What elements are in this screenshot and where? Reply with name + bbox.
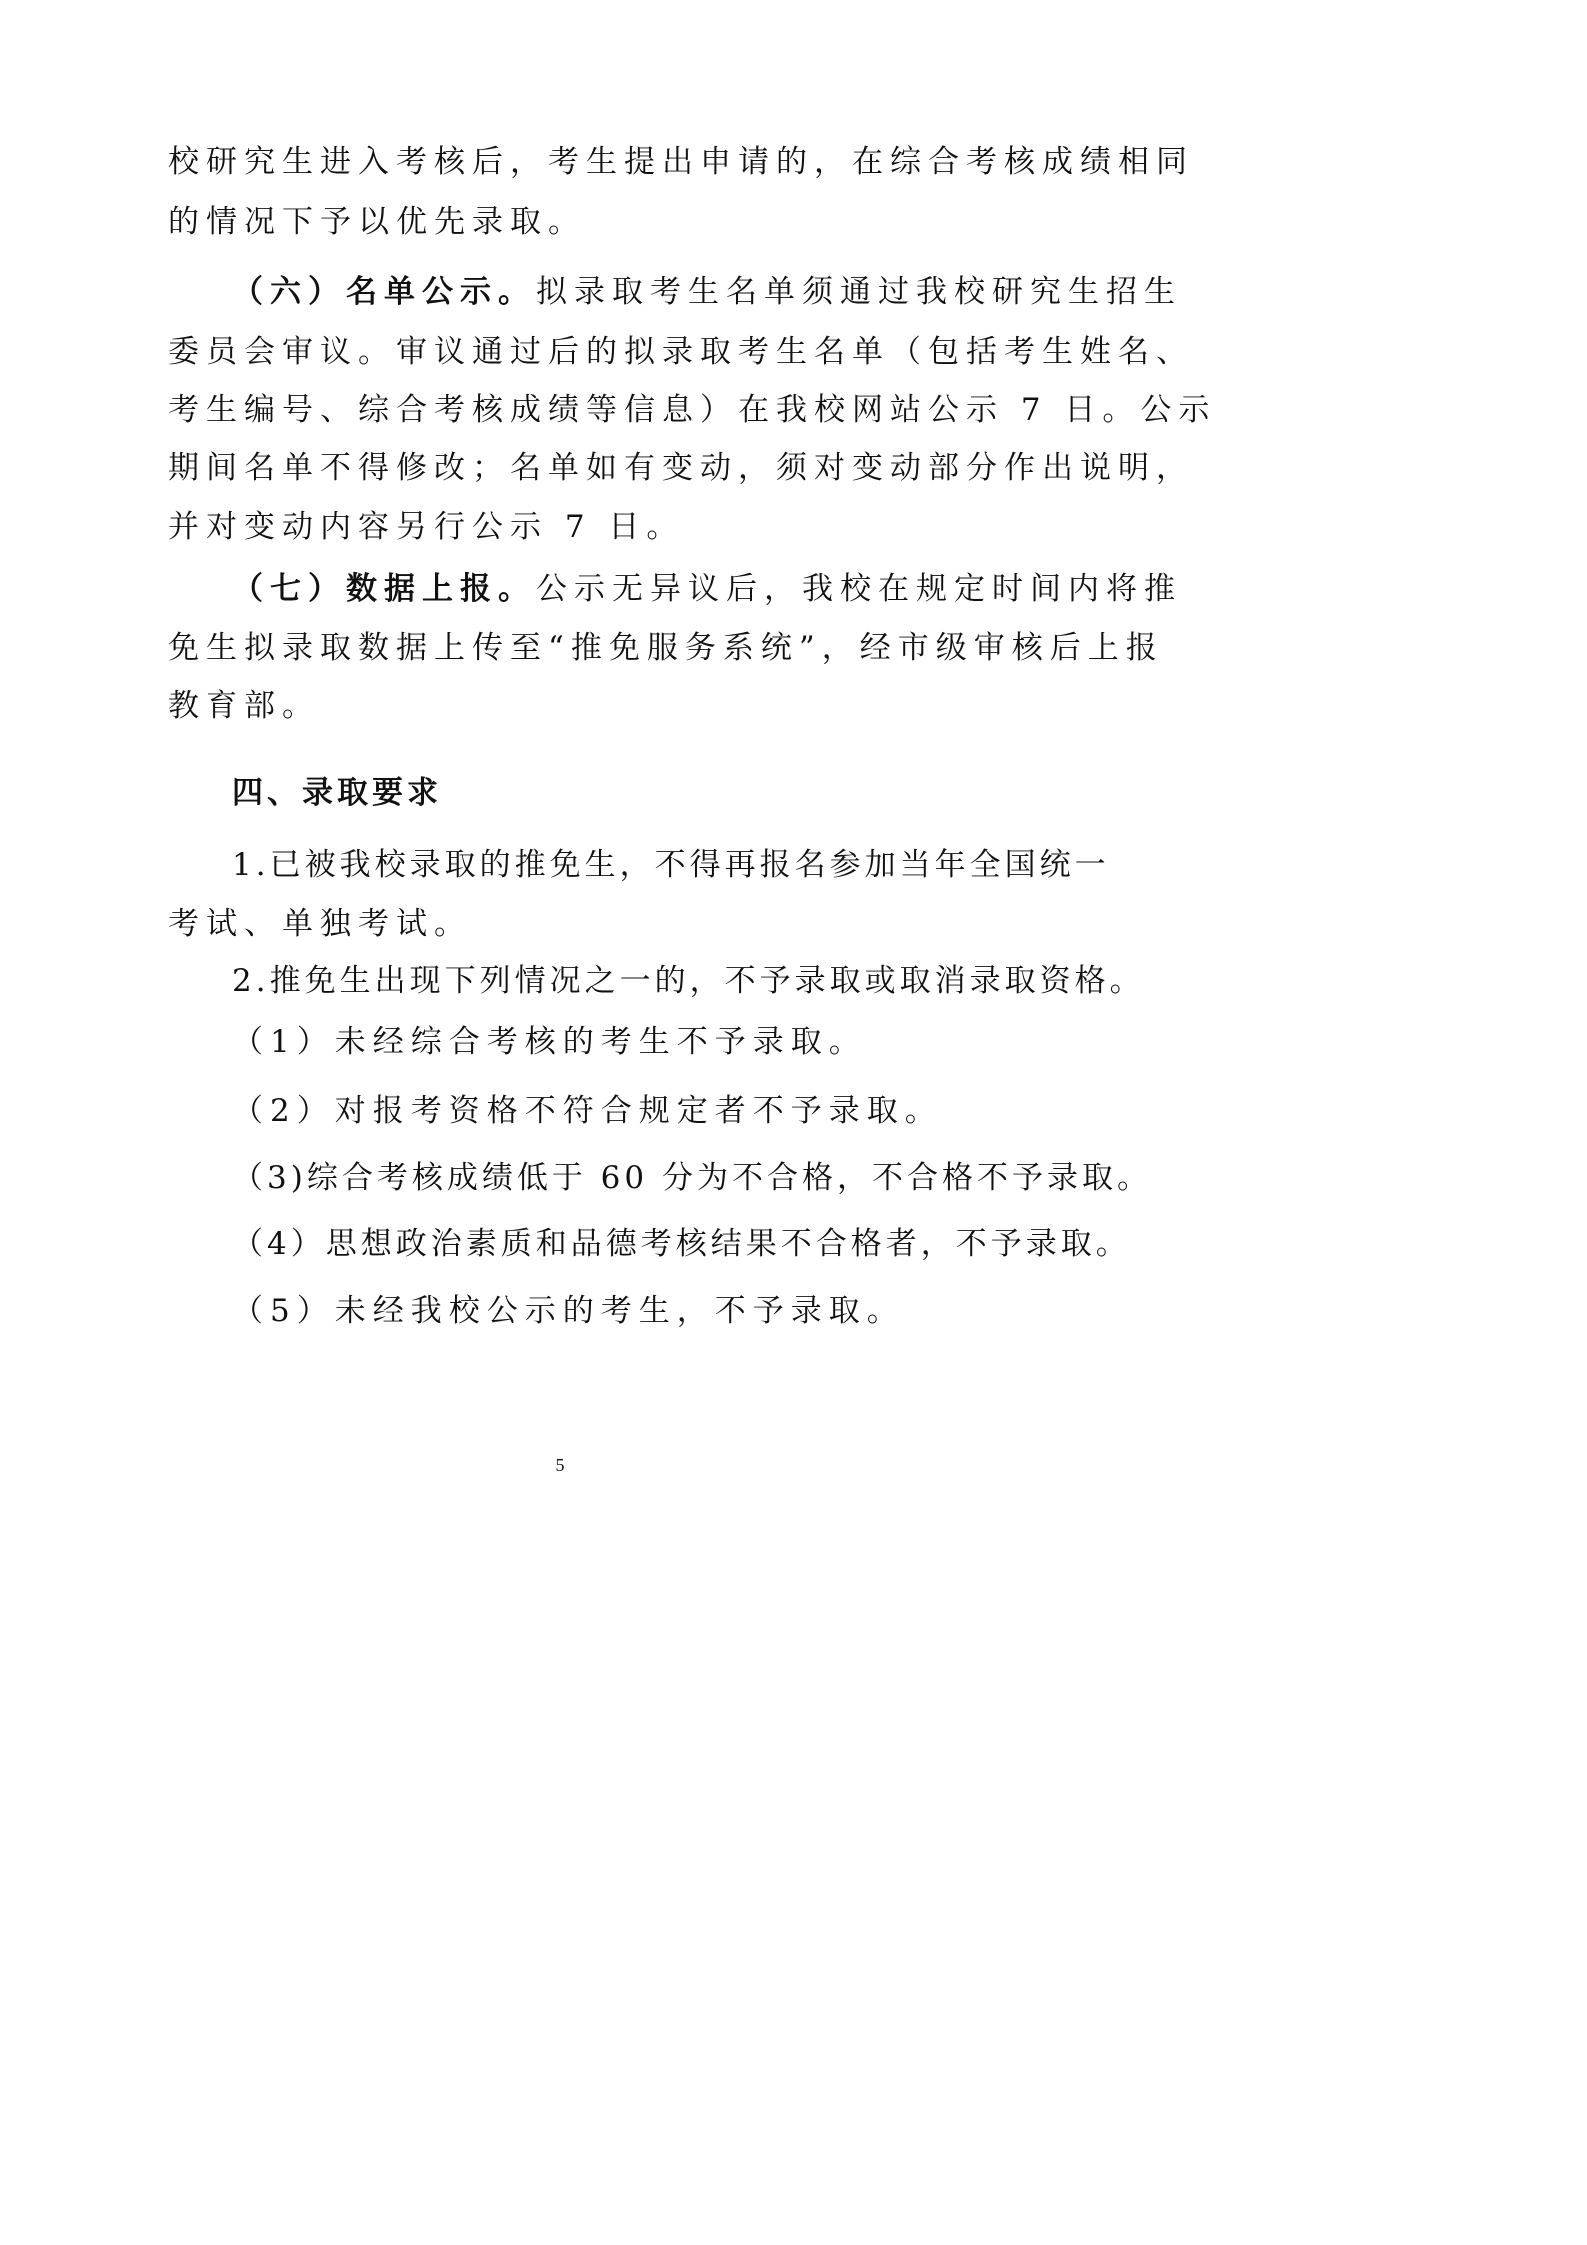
paragraph-line: 教育部。 xyxy=(168,688,320,724)
list-item: （2）对报考资格不符合规定者不予录取。 xyxy=(232,1093,943,1129)
paragraph-line: 并对变动内容另行公示 7 日。 xyxy=(168,509,685,545)
section-7-text: 公示无异议后，我校在规定时间内将推 xyxy=(536,571,1182,607)
paragraph-line: 委员会审议。审议通过后的拟录取考生名单（包括考生姓名、 xyxy=(168,334,1194,370)
requirement-2: 2.推免生出现下列情况之一的，不予录取或取消录取资格。 xyxy=(232,963,1145,999)
list-item: （5）未经我校公示的考生，不予录取。 xyxy=(232,1293,905,1329)
list-item: （4）思想政治素质和品德考核结果不合格者，不予录取。 xyxy=(232,1226,1131,1262)
paragraph-line: 校研究生进入考核后，考生提出申请的，在综合考核成绩相同 xyxy=(168,144,1194,180)
section-6-first-line xyxy=(232,272,1182,312)
paragraph-line: 免生拟录取数据上传至“推免服务系统”，经市级审核后上报 xyxy=(168,630,1164,666)
list-item: （1）未经综合考核的考生不予录取。 xyxy=(232,1024,867,1060)
paragraph-line: 的情况下予以优先录取。 xyxy=(168,204,586,240)
requirement-1-line: 考试、单独考试。 xyxy=(168,906,472,942)
section-heading: 四、录取要求 xyxy=(232,775,442,811)
section-7-first-line xyxy=(232,569,1182,609)
page-number: 5 xyxy=(555,1455,565,1475)
section-6-text: 拟录取考生名单须通过我校研究生招生 xyxy=(536,274,1182,310)
list-item: （3)综合考核成绩低于 60 分为不合格，不合格不予录取。 xyxy=(232,1160,1152,1196)
paragraph-line: 期间名单不得修改；名单如有变动，须对变动部分作出说明， xyxy=(168,450,1194,486)
section-7-title: （七）数据上报。 xyxy=(232,571,536,607)
paragraph-line: 考生编号、综合考核成绩等信息）在我校网站公示 7 日。公示 xyxy=(168,392,1217,428)
section-6-title: （六）名单公示。 xyxy=(232,274,536,310)
requirement-1-line: 1.已被我校录取的推免生，不得再报名参加当年全国统一 xyxy=(232,847,1110,883)
